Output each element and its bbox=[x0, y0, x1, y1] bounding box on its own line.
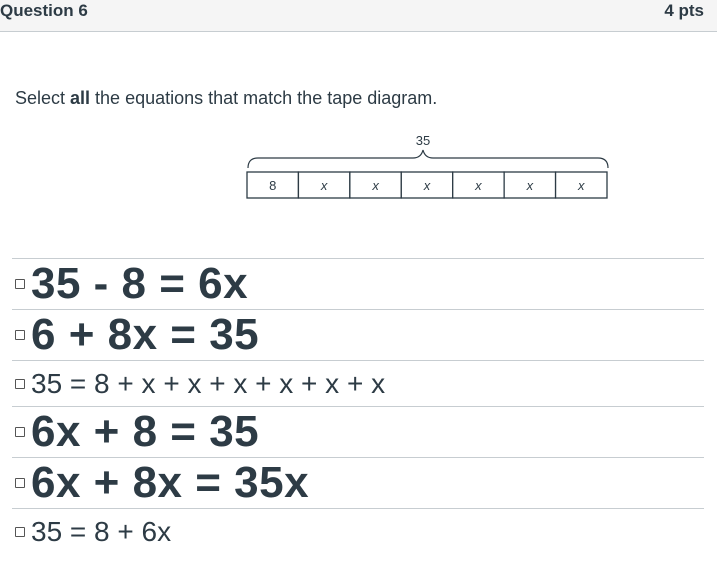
answer-option[interactable] bbox=[12, 457, 704, 508]
answer-label: 35 = 8 + 6x bbox=[31, 515, 172, 547]
question-points: 4 pts bbox=[664, 1, 704, 20]
answer-option[interactable] bbox=[12, 360, 704, 406]
answer-option[interactable] bbox=[12, 406, 704, 457]
tape-cell-label: x bbox=[423, 178, 431, 193]
tape-cell-label: 8 bbox=[269, 178, 277, 193]
answer-checkbox[interactable] bbox=[15, 330, 25, 340]
tape-diagram-svg bbox=[245, 128, 611, 200]
prompt-text-end: the equations that match the tape diagram. bbox=[90, 88, 438, 108]
question-header bbox=[0, 0, 717, 32]
tape-cell-label: x bbox=[475, 178, 482, 193]
tape-diagram bbox=[245, 128, 611, 200]
question-prompt bbox=[15, 86, 437, 110]
answer-label: 6x + 8x = 35x bbox=[31, 458, 310, 507]
question-title: Question 6 bbox=[0, 1, 88, 20]
tape-cells bbox=[247, 172, 607, 198]
answer-label: 6 + 8x = 35 bbox=[31, 310, 260, 359]
answer-list bbox=[12, 258, 704, 554]
answer-option[interactable] bbox=[12, 309, 704, 360]
tape-cell-label: x bbox=[578, 178, 585, 193]
answer-checkbox[interactable] bbox=[15, 478, 25, 488]
answer-checkbox[interactable] bbox=[15, 427, 25, 437]
prompt-emphasis: all bbox=[70, 88, 91, 108]
tape-cell-label: x bbox=[320, 178, 328, 193]
answer-label: 6x + 8 = 35 bbox=[31, 407, 260, 456]
answer-option[interactable] bbox=[12, 508, 704, 554]
tape-brace bbox=[248, 150, 608, 168]
answer-checkbox[interactable] bbox=[15, 527, 25, 537]
answer-label: 35 = 8 + x + x + x + x + x + x bbox=[31, 367, 386, 399]
prompt-text-start: Select bbox=[15, 88, 71, 108]
tape-cell-label: x bbox=[526, 178, 534, 193]
answer-checkbox[interactable] bbox=[15, 379, 25, 389]
tape-total-label: 35 bbox=[415, 133, 431, 148]
tape-cell-label: x bbox=[372, 178, 379, 193]
answer-checkbox[interactable] bbox=[15, 279, 25, 289]
answer-label: 35 - 8 = 6x bbox=[31, 259, 249, 308]
answer-option[interactable] bbox=[12, 258, 704, 309]
